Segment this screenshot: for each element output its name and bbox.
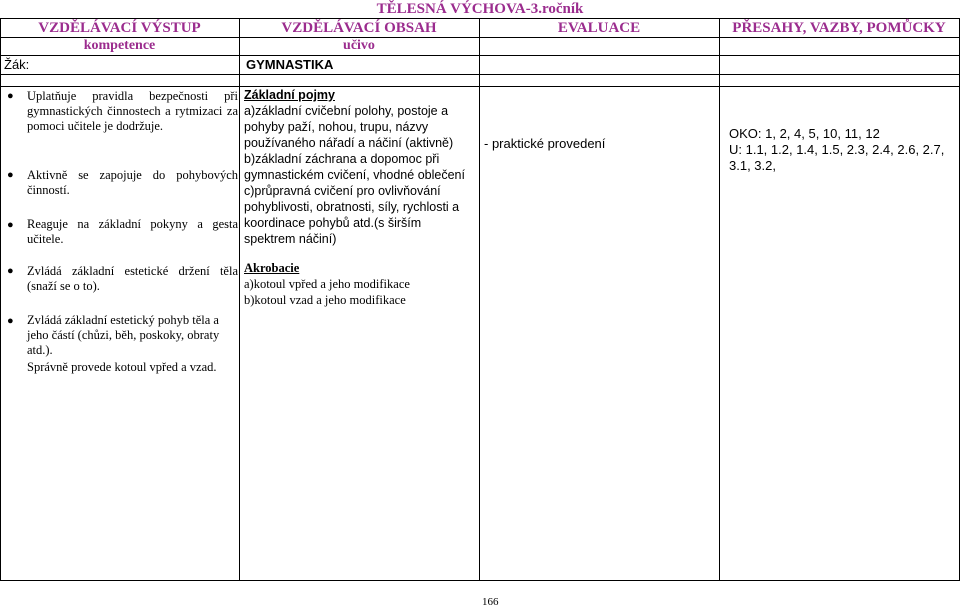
- outcome-item: Zvládá základní estetický pohyb těla a jeho částí (chůzi, běh, poskoky, obraty atd.).: [27, 313, 220, 357]
- section-title: GYMNASTIKA: [246, 57, 334, 72]
- outcome-item: Reaguje na základní pokyny a gesta učitele.: [27, 217, 238, 246]
- header-evaluation: EVALUACE: [557, 20, 641, 36]
- header-content: VZDĚLÁVACÍ OBSAH: [281, 20, 437, 36]
- bullet-icon: ●: [7, 169, 14, 181]
- outcome-item: Správně provede kotoul vpřed a vzad.: [27, 360, 217, 374]
- table-bottom-border: [0, 580, 960, 581]
- table-top-border: [0, 18, 960, 19]
- bullet-icon: ●: [7, 219, 14, 231]
- page-title: TĚLESNÁ VÝCHOVA-3.ročník: [376, 1, 584, 17]
- evaluation-text: - praktické provedení: [484, 136, 606, 151]
- row-label: Žák:: [4, 57, 30, 72]
- content-line: spektrem náčiní): [244, 232, 337, 246]
- header-outcome: VZDĚLÁVACÍ VÝSTUP: [38, 20, 201, 36]
- header-links: PŘESAHY, VAZBY, POMŮCKY: [732, 20, 946, 36]
- content-heading-basics: Základní pojmy: [244, 88, 335, 102]
- outcome-item: Zvládá základní estetické držení těla (snaží se o to).: [27, 264, 238, 293]
- links-line: 3.1, 3.2,: [729, 158, 776, 173]
- content-line: gymnastickém cvičení, vhodné oblečení: [244, 168, 465, 182]
- content-heading-acrobatics: Akrobacie: [244, 261, 300, 275]
- bullet-icon: ●: [7, 265, 14, 277]
- column-divider-1: [239, 18, 240, 580]
- subheader-competence: kompetence: [83, 38, 156, 53]
- content-line: b)kotoul vzad a jeho modifikace: [244, 293, 406, 307]
- content-line: b)základní záchrana a dopomoc při: [244, 152, 440, 166]
- links-line: U: 1.1, 1.2, 1.4, 1.5, 2.3, 2.4, 2.6, 2.7,: [729, 142, 945, 157]
- bullet-icon: ●: [7, 315, 14, 327]
- content-line: a)základní cvičební polohy, postoje a: [244, 104, 449, 118]
- subheader-divider: [0, 55, 960, 56]
- content-line: c)průpravná cvičení pro ovlivňování: [244, 184, 441, 198]
- content-line: pohyblivosti, obratnosti, síly, rychlosti a: [244, 200, 460, 214]
- subheader-curriculum: učivo: [343, 38, 375, 53]
- content-line: používaného nářadí a náčiní (aktivně): [244, 136, 454, 150]
- page-number: 166: [482, 596, 499, 608]
- content-line: a)kotoul vpřed a jeho modifikace: [244, 277, 410, 291]
- border-left: [0, 18, 1, 580]
- content-line: pohyby paží, nohou, trupu, názvy: [244, 120, 429, 134]
- bullet-icon: ●: [7, 90, 14, 102]
- section-divider: [0, 74, 960, 75]
- links-line: OKO: 1, 2, 4, 5, 10, 11, 12: [729, 126, 880, 141]
- content-line: koordinace pohybů atd.(s širším: [244, 216, 422, 230]
- column-divider-3: [719, 18, 720, 580]
- outcome-item: Uplatňuje pravidla bezpečnosti při gymnastických činnostech a rytmizaci za pomoci učitele je dodržuje.: [27, 89, 238, 133]
- outcome-item: Aktivně se zapojuje do pohybových činností.: [27, 168, 238, 197]
